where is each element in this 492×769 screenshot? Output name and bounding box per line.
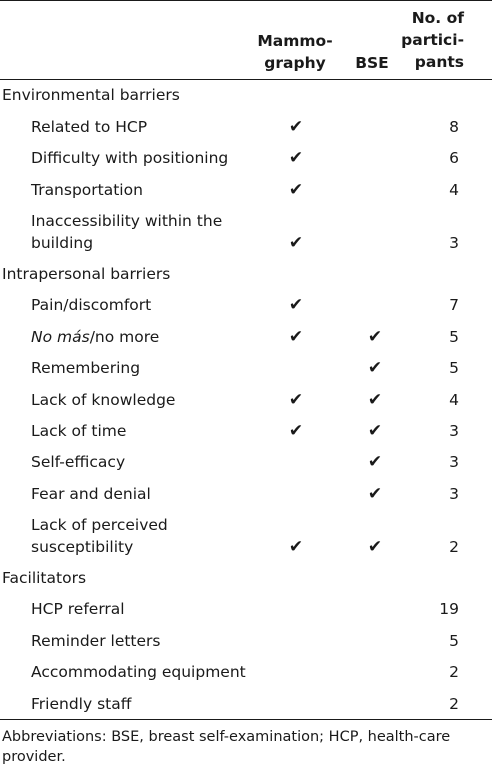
bse-check-icon: ✔ [367, 536, 383, 557]
mammography-check-icon: ✔ [288, 536, 304, 557]
table-row [0, 175, 492, 206]
table-row [0, 144, 492, 175]
table-footnote: Abbreviations: BSE, breast self-examination; HCP, health-care provider. [2, 729, 451, 765]
participant-count: 5 [449, 359, 459, 378]
row-label [31, 294, 151, 316]
row-label-text: Lack of time [31, 421, 127, 440]
row-label [31, 451, 125, 473]
row-label-line: Lack of perceived [31, 515, 168, 534]
table-row [0, 385, 492, 416]
participant-count: 2 [449, 537, 459, 556]
row-label-text: HCP referral [31, 600, 125, 619]
header-line: BSE [355, 54, 389, 72]
section-label [2, 84, 180, 106]
table-row [0, 354, 492, 385]
row-label-text: Pain/discomfort [31, 296, 152, 315]
participant-count: 3 [449, 233, 459, 252]
row-label-text: Friendly staff [31, 694, 132, 713]
row-label-text: Facilitators [2, 569, 87, 588]
header-line: partici- [401, 31, 464, 49]
bse-check-icon: ✔ [367, 358, 383, 379]
participant-count: 3 [449, 453, 459, 472]
mammography-check-icon: ✔ [288, 295, 304, 316]
row-label-line: building [31, 233, 94, 252]
row-label [31, 630, 161, 652]
row-label-text: Environmental barriers [2, 86, 180, 105]
table-row [0, 112, 492, 143]
row-label-text: Reminder letters [31, 631, 161, 650]
row-label-text: Remembering [31, 359, 141, 378]
participant-count: 5 [449, 327, 459, 346]
row-label [31, 693, 131, 715]
row-label-text: Related to HCP [31, 117, 148, 136]
section-label [2, 567, 86, 589]
row-label-italic: No más [31, 327, 90, 346]
table-row [0, 479, 492, 510]
table-top-rule [0, 0, 492, 1]
table-row [0, 511, 492, 564]
participant-count: 6 [449, 149, 459, 168]
participant-count: 7 [449, 296, 459, 315]
row-label-text: Accommodating equipment [31, 663, 246, 682]
participant-count: 3 [449, 484, 459, 503]
section-row [0, 564, 492, 595]
header-line: graphy [264, 54, 326, 72]
header-line: Mammo- [257, 32, 333, 50]
section-row [0, 81, 492, 112]
table-bottom-rule [0, 719, 492, 720]
table-row [0, 595, 492, 626]
row-label-text: Fear and denial [31, 484, 151, 503]
mammography-check-icon: ✔ [288, 232, 304, 253]
table-row [0, 291, 492, 322]
row-label [31, 389, 175, 411]
row-label-line: Inaccessibility within the [31, 211, 223, 230]
row-label [31, 210, 222, 254]
row-label-text: Self-efficacy [31, 453, 126, 472]
mammography-check-icon: ✔ [288, 420, 304, 441]
mammography-check-icon: ✔ [288, 148, 304, 169]
participant-count: 4 [449, 390, 459, 409]
participant-count: 4 [449, 180, 459, 199]
bse-check-icon: ✔ [367, 483, 383, 504]
bse-check-icon: ✔ [367, 326, 383, 347]
section-label [2, 263, 170, 285]
mammography-check-icon: ✔ [288, 326, 304, 347]
section-row [0, 260, 492, 291]
table-row [0, 207, 492, 260]
row-label [31, 514, 168, 558]
header-rule [0, 79, 492, 80]
participant-count: 3 [449, 421, 459, 440]
bse-check-icon: ✔ [367, 452, 383, 473]
table-row [0, 658, 492, 689]
row-label [31, 420, 126, 442]
table-body [0, 81, 492, 721]
row-label [31, 661, 246, 683]
row-label-text: Transportation [31, 180, 143, 199]
column-header-bse [350, 52, 394, 74]
table-row [0, 417, 492, 448]
header-line: No. of [411, 9, 464, 27]
column-header-mammography [255, 30, 335, 74]
table-row [0, 689, 492, 720]
row-label [31, 326, 159, 348]
row-label [31, 483, 151, 505]
row-label [31, 179, 143, 201]
participant-count: 5 [449, 631, 459, 650]
column-header-participants [401, 7, 464, 73]
table-row [0, 626, 492, 657]
row-label-text: Intrapersonal barriers [2, 264, 171, 283]
mammography-check-icon: ✔ [288, 116, 304, 137]
participant-count: 8 [449, 117, 459, 136]
row-label-text: Lack of knowledge [31, 390, 176, 409]
table-row [0, 448, 492, 479]
row-label [31, 116, 147, 138]
row-label-text: /no more [89, 327, 160, 346]
participant-count: 19 [439, 600, 459, 619]
bse-check-icon: ✔ [367, 420, 383, 441]
row-label-text: Difficulty with positioning [31, 149, 229, 168]
participant-count: 2 [449, 694, 459, 713]
header-line: pants [414, 53, 464, 71]
row-label [31, 598, 125, 620]
row-label-line: susceptibility [31, 537, 134, 556]
participant-count: 2 [449, 663, 459, 682]
row-label [31, 147, 228, 169]
row-label [31, 357, 140, 379]
mammography-check-icon: ✔ [288, 389, 304, 410]
table-row [0, 322, 492, 353]
mammography-check-icon: ✔ [288, 179, 304, 200]
bse-check-icon: ✔ [367, 389, 383, 410]
